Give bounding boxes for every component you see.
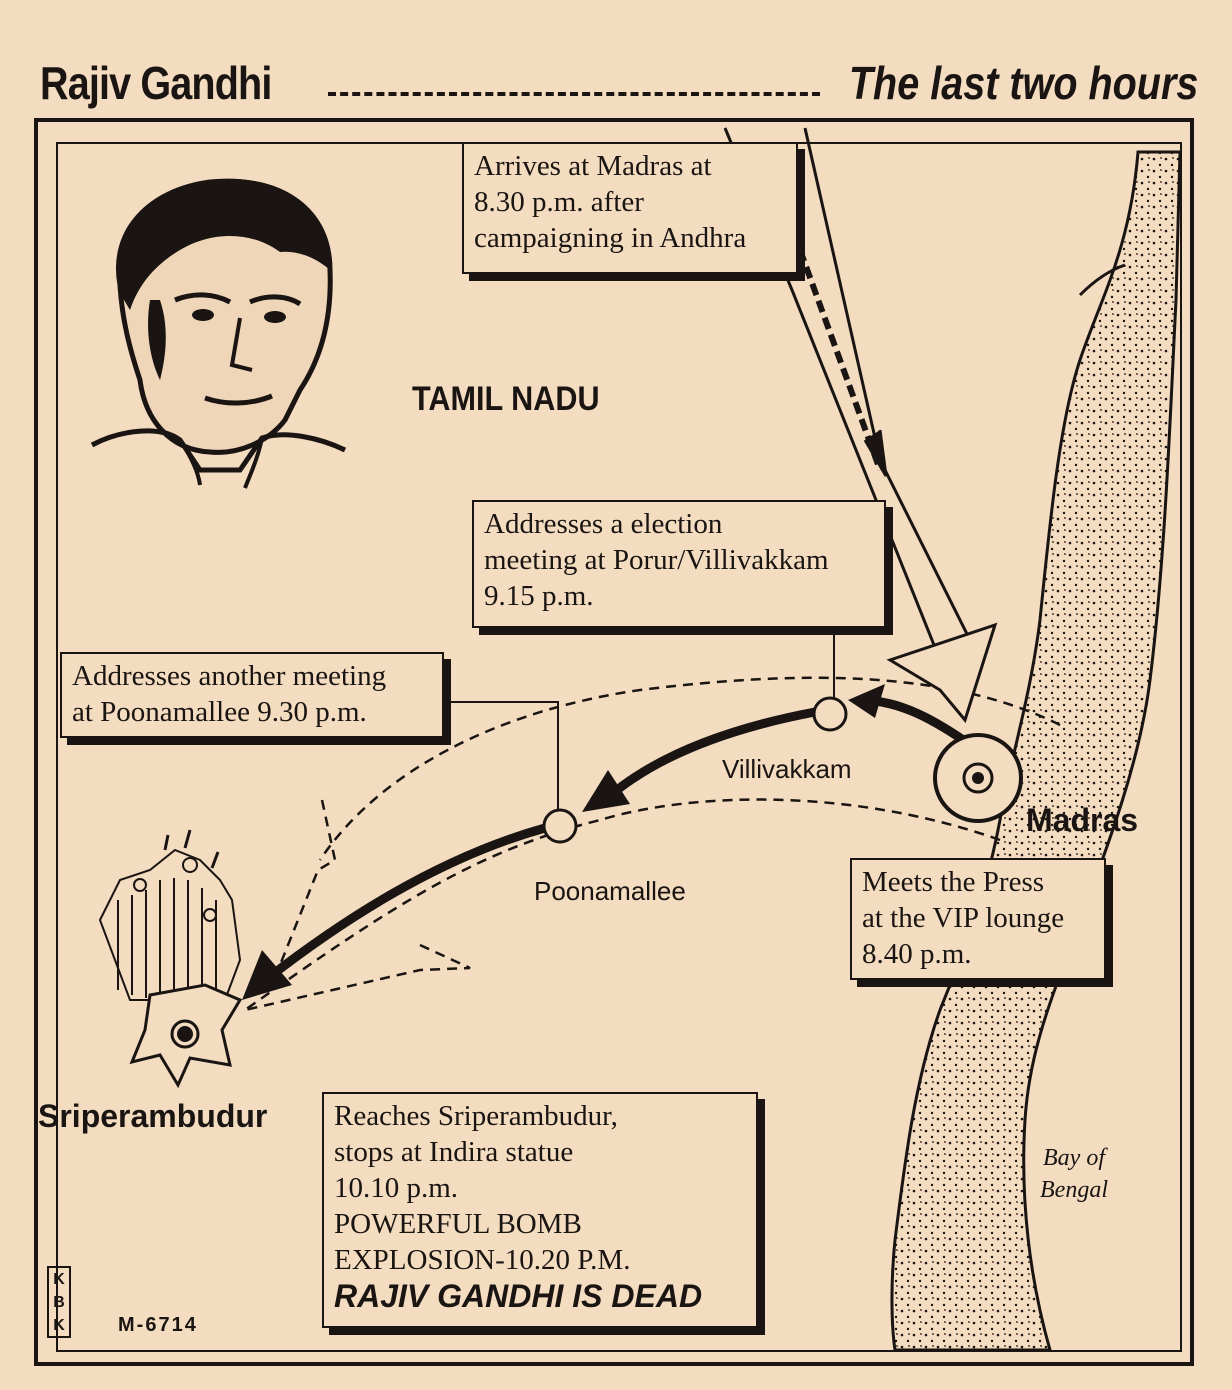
region-label-tamil-nadu: TAMIL NADU — [412, 380, 600, 418]
sea-label — [1040, 1142, 1108, 1206]
callout-press-line-3: 8.40 p.m. — [862, 938, 972, 970]
callout-poonamallee-meeting — [60, 652, 444, 738]
explosion-illustration — [100, 830, 240, 1085]
headline-title: Rajiv Gandhi — [40, 57, 272, 109]
artist-credit-letter-1: K — [53, 1271, 65, 1288]
villivakkam-marker — [814, 698, 846, 730]
sea-label-line-1: Bay of — [1043, 1145, 1105, 1171]
artist-credit — [47, 1266, 71, 1338]
callout-press-line-1: Meets the Press — [862, 866, 1045, 898]
callout-final-line-4: POWERFUL BOMB — [334, 1208, 582, 1240]
callout-porur-line-3: 9.15 p.m. — [484, 580, 594, 612]
callout-press-line-2: at the VIP lounge — [862, 902, 1065, 934]
place-label-villivakkam: Villivakkam — [722, 754, 852, 784]
callout-poonamallee-line-2: at Poonamallee 9.30 p.m. — [72, 696, 367, 728]
portrait-sketch — [92, 179, 345, 488]
callout-final — [322, 1092, 758, 1328]
callout-porur-line-2: meeting at Porur/Villivakkam — [484, 544, 829, 576]
callout-arrival-line-1: Arrives at Madras at — [474, 150, 712, 182]
artist-credit-letter-3: K — [53, 1317, 65, 1334]
callout-final-line-3: 10.10 p.m. — [334, 1172, 459, 1204]
callout-porur-line-1: Addresses a election — [484, 508, 723, 540]
callout-porur-meeting — [472, 500, 886, 628]
sea-label-line-2: Bengal — [1040, 1177, 1108, 1203]
callout-final-line-2: stops at Indira statue — [334, 1136, 574, 1168]
callout-arrival — [462, 142, 798, 274]
coast-shading — [892, 152, 1180, 1350]
place-label-sriperambudur: Sriperambudur — [38, 1098, 268, 1134]
callout-press-meeting — [850, 858, 1106, 980]
leader-line-poonamallee — [445, 702, 558, 812]
artist-credit-letter-2: B — [53, 1294, 65, 1311]
callout-final-headline: RAJIV GANDHI IS DEAD — [334, 1278, 703, 1314]
place-label-madras: Madras — [1026, 802, 1139, 838]
poonamallee-marker — [544, 810, 576, 842]
callout-final-line-1: Reaches Sriperambudur, — [334, 1100, 618, 1132]
madras-center — [972, 772, 984, 784]
headline-subtitle: The last two hours — [848, 57, 1198, 109]
place-label-poonamallee: Poonamallee — [534, 876, 686, 906]
callout-poonamallee-line-1: Addresses another meeting — [72, 660, 387, 692]
route-arrowhead-upper — [270, 800, 335, 990]
callout-final-line-5: EXPLOSION-10.20 P.M. — [334, 1244, 631, 1276]
map-code: M-6714 — [118, 1314, 198, 1336]
callout-arrival-line-3: campaigning in Andhra — [474, 222, 747, 254]
callout-arrival-line-2: 8.30 p.m. after — [474, 186, 644, 218]
